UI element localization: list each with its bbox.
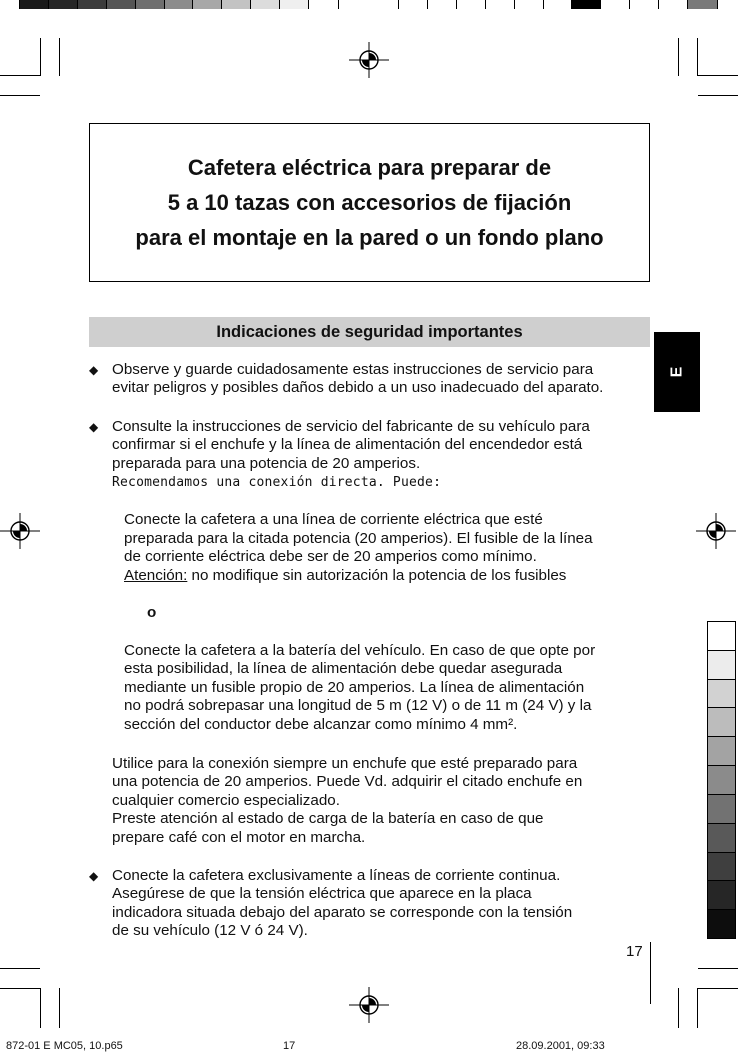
bullet3-line1: Conecte la cafetera exclusivamente a líneas de corriente continua. [112,867,561,884]
calibration-swatch [251,0,280,9]
calibration-swatch [165,0,194,9]
grayscale-swatch [708,708,735,737]
grayscale-swatch [708,680,735,709]
calibration-swatch [688,0,717,9]
registration-mark-icon [696,513,736,549]
language-tab-label: E [667,366,685,378]
crop-mark [698,75,738,76]
title-line-2: 5 a 10 tazas con accesorios de fijación [167,190,572,215]
crop-mark [697,988,698,1028]
calibration-swatch [309,0,338,9]
option2-line5: sección del conductor debe alcanzar como mínimo 4 mm². [124,716,518,733]
section-heading: Indicaciones de seguridad importantes [89,317,650,347]
crop-mark [698,95,738,96]
calibration-swatch [136,0,165,9]
calibration-swatch [544,0,573,9]
para3-line3: cualquier comercio especializado. [112,792,340,809]
crop-mark [59,988,60,1028]
language-tab [654,332,700,412]
bullet2-line2: confirmar si el enchufe y la línea de alimentación del encendedor está [112,436,583,453]
bullet2-line3: preparada para una potencia de 20 amperios. [112,455,421,472]
option2-line4: no podrá sobrepasar una longitud de 5 m (12 V) o de 11 m (24 V) y la [124,697,592,714]
bullet1-line2: evitar peligros y posibles daños debido a un uso inadecuado del aparato. [112,379,604,396]
crop-mark [0,95,40,96]
calibration-swatch [486,0,515,9]
diamond-bullet-icon: ◆ [89,869,99,883]
para3-line1: Utilice para la conexión siempre un enchufe que esté preparado para [112,755,578,772]
calibration-swatch [399,0,428,9]
calibration-swatch [222,0,251,9]
title-line-1: Cafetera eléctrica para preparar de [187,155,552,180]
grayscale-swatch [708,737,735,766]
crop-mark [678,38,679,76]
para3-line2: una potencia de 20 amperios. Puede Vd. adquirir el citado enchufe en [112,773,583,790]
calibration-swatch [428,0,457,9]
attention-label: Atención: [124,567,188,584]
title-line-3: para el montaje en la pared o un fondo plano [135,225,604,250]
registration-mark-icon [349,42,389,78]
para3-line4: Preste atención al estado de carga de la batería en caso de que [112,810,544,827]
crop-mark [698,968,738,969]
grayscale-swatch [708,766,735,795]
crop-mark [40,988,41,1028]
grayscale-swatch [708,622,735,651]
option1-line1: Conecte la cafetera a una línea de corriente eléctrica que esté [124,511,543,528]
title-box [89,123,650,282]
or-separator: o [147,604,157,621]
option2-line3: mediante un fusible propio de 20 amperios. La línea de alimentación [124,679,585,696]
grayscale-swatch [708,853,735,882]
diamond-bullet-icon: ◆ [89,420,99,434]
calibration-swatch [78,0,107,9]
crop-mark [0,988,40,989]
bullet3-line2: Asegúrese de que la tensión eléctrica que aparece en la placa [112,885,532,902]
option2-line1: Conecte la cafetera a la batería del vehículo. En caso de que opte por [124,642,596,659]
crop-mark [0,75,40,76]
footer-file-name: 872-01 E MC05, 10.p65 [6,1040,123,1052]
calibration-swatch [49,0,78,9]
calibration-swatch [193,0,222,9]
option1-line3: de corriente eléctrica debe ser de 20 amperios como mínimo. [124,548,537,565]
registration-mark-icon [349,987,389,1023]
grayscale-swatch [708,881,735,910]
grayscale-swatch [708,910,735,938]
bullet3-line4: de su vehículo (12 V ó 24 V). [112,922,308,939]
option1-line4 [124,567,566,585]
crop-mark [678,988,679,1028]
calibration-swatch [107,0,136,9]
bullet1-line1: Observe y guarde cuidadosamente estas instrucciones de servicio para [112,361,594,378]
crop-mark [40,38,41,76]
footer-date: 28.09.2001, 09:33 [516,1040,605,1052]
crop-mark [697,38,698,76]
color-calibration-bar-left [19,0,339,9]
calibration-swatch [630,0,659,9]
calibration-swatch [601,0,630,9]
page-number-rule [650,942,651,1004]
calibration-swatch [457,0,486,9]
footer-page: 17 [283,1040,296,1052]
calibration-swatch [280,0,309,9]
calibration-swatch [659,0,688,9]
crop-mark [698,988,738,989]
grayscale-swatch [708,824,735,853]
option2-line2: esta posibilidad, la línea de alimentación debe quedar asegurada [124,660,563,677]
bullet2-line4: Recomendamos una conexión directa. Puede: [112,475,442,490]
grayscale-strip [707,621,736,939]
registration-mark-icon [0,513,40,549]
crop-mark [0,968,40,969]
para3-line5: prepare café con el motor en marcha. [112,829,366,846]
option1-line2: preparada para la citada potencia (20 amperios). El fusible de la línea [124,530,593,547]
grayscale-swatch [708,651,735,680]
crop-mark [59,38,60,76]
attention-text: no modifique sin autorización la potencia de los fusibles [187,567,567,584]
color-calibration-bar-right [398,0,718,9]
calibration-swatch [20,0,49,9]
diamond-bullet-icon: ◆ [89,363,99,377]
bullet3-line3: indicadora situada debajo del aparato se corresponde con la tensión [112,904,573,921]
calibration-swatch [515,0,544,9]
page-number: 17 [626,943,643,960]
calibration-swatch [572,0,601,9]
grayscale-swatch [708,795,735,824]
bullet2-line1: Consulte la instrucciones de servicio del fabricante de su vehículo para [112,418,590,435]
